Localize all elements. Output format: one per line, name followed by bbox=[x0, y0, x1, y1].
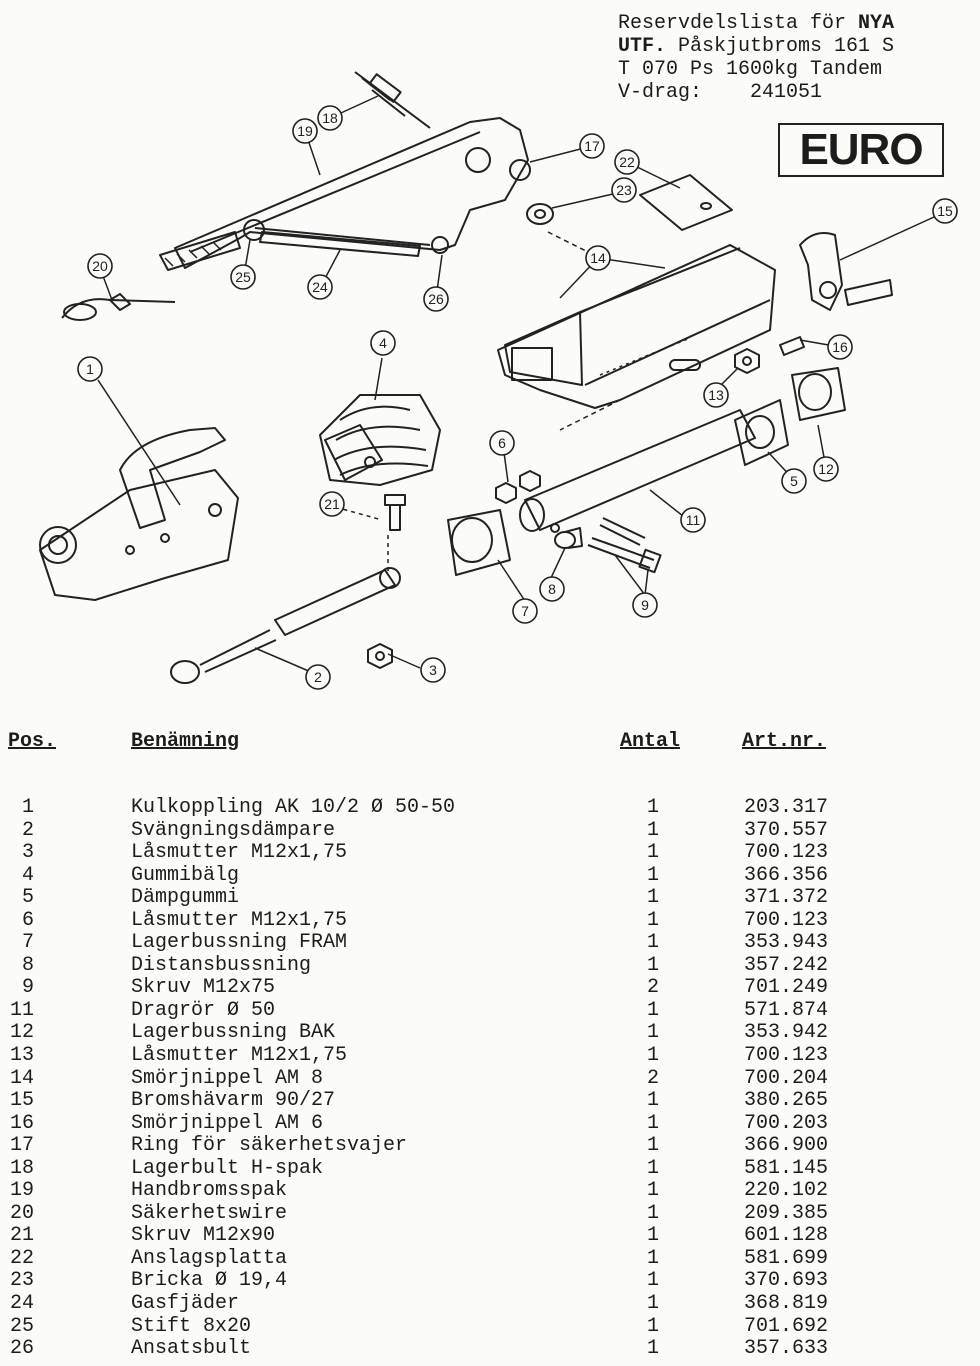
table-row bbox=[0, 932, 980, 955]
cell-qty: 1 bbox=[646, 953, 659, 977]
callout-2 bbox=[306, 665, 330, 689]
callout-label: 11 bbox=[685, 512, 701, 528]
cell-pos: 12 bbox=[9, 1021, 34, 1045]
callout-11 bbox=[681, 508, 705, 532]
cell-qty: 1 bbox=[646, 863, 659, 887]
callout-4 bbox=[371, 331, 395, 355]
cell-qty: 1 bbox=[646, 1089, 659, 1113]
parts-table bbox=[0, 797, 980, 1361]
callout-label: 17 bbox=[584, 138, 600, 154]
cell-name: Bromshävarm 90/27 bbox=[131, 1089, 336, 1113]
cell-name: Bricka Ø 19,4 bbox=[131, 1269, 288, 1293]
screw-part bbox=[385, 495, 405, 530]
callout-3 bbox=[421, 658, 445, 682]
cell-pos: 3 bbox=[21, 841, 34, 865]
cell-art: 370.693 bbox=[744, 1269, 829, 1293]
cell-qty: 2 bbox=[646, 1066, 659, 1090]
table-row bbox=[0, 1090, 980, 1113]
cell-art: 370.557 bbox=[744, 818, 829, 842]
rubber-bellows-part bbox=[320, 395, 440, 485]
callout-24 bbox=[308, 275, 332, 299]
cell-art: 700.123 bbox=[744, 908, 829, 932]
cell-qty: 1 bbox=[646, 818, 659, 842]
cell-qty: 1 bbox=[646, 841, 659, 865]
cell-art: 203.317 bbox=[744, 796, 829, 819]
cell-pos: 4 bbox=[21, 863, 34, 887]
callout-label: 23 bbox=[616, 182, 632, 198]
coupling-housing-part bbox=[498, 245, 775, 408]
callout-20 bbox=[88, 254, 112, 278]
table-row bbox=[0, 1022, 980, 1045]
cell-qty: 1 bbox=[646, 931, 659, 955]
cell-art: 220.102 bbox=[744, 1179, 829, 1203]
cell-pos: 5 bbox=[21, 886, 34, 910]
callout-label: 19 bbox=[297, 123, 313, 139]
cell-name: Stift 8x20 bbox=[131, 1314, 252, 1338]
callout-label: 5 bbox=[790, 473, 798, 489]
callout-label: 16 bbox=[832, 339, 848, 355]
cell-qty: 1 bbox=[646, 1224, 659, 1248]
cell-qty: 1 bbox=[646, 1044, 659, 1068]
callout-label: 25 bbox=[235, 269, 251, 285]
cell-qty: 1 bbox=[646, 1246, 659, 1270]
cell-qty: 1 bbox=[646, 1201, 659, 1225]
cell-name: Smörjnippel AM 8 bbox=[131, 1066, 324, 1090]
callout-label: 22 bbox=[619, 154, 635, 170]
callout-12 bbox=[814, 457, 838, 481]
callout-label: 13 bbox=[708, 387, 724, 403]
cell-qty: 1 bbox=[646, 1156, 659, 1180]
euro-badge: EURO bbox=[778, 123, 944, 177]
cell-name: Säkerhetswire bbox=[131, 1201, 288, 1225]
cell-art: 700.123 bbox=[744, 841, 829, 865]
cell-name: Låsmutter M12x1,75 bbox=[131, 841, 348, 865]
callout-26 bbox=[424, 287, 448, 311]
callout-label: 20 bbox=[92, 258, 108, 274]
cell-name: Gummibälg bbox=[131, 863, 240, 887]
table-row bbox=[0, 1180, 980, 1203]
cell-qty: 2 bbox=[646, 976, 659, 1000]
column-header-name: Benämning bbox=[131, 730, 240, 753]
washer-part bbox=[527, 204, 553, 224]
table-row bbox=[0, 977, 980, 1000]
callout-label: 15 bbox=[937, 203, 953, 219]
callout-21 bbox=[320, 492, 344, 516]
callout-label: 6 bbox=[498, 435, 506, 451]
table-row bbox=[0, 1068, 980, 1091]
cell-art: 571.874 bbox=[744, 998, 829, 1022]
cell-pos: 9 bbox=[21, 976, 34, 1000]
table-row bbox=[0, 1158, 980, 1181]
cell-name: Lagerbussning FRAM bbox=[131, 931, 348, 955]
shock-absorber-part bbox=[171, 568, 400, 683]
cell-qty: 1 bbox=[646, 1021, 659, 1045]
cell-qty: 1 bbox=[646, 1111, 659, 1135]
callout-9 bbox=[633, 593, 657, 617]
cell-pos: 20 bbox=[9, 1201, 34, 1225]
cell-art: 581.145 bbox=[744, 1156, 829, 1180]
table-row bbox=[0, 1113, 980, 1136]
cell-qty: 1 bbox=[646, 998, 659, 1022]
nut-part bbox=[368, 644, 392, 668]
callout-23 bbox=[612, 178, 636, 202]
callout-label: 4 bbox=[379, 335, 387, 351]
callout-label: 9 bbox=[641, 597, 649, 613]
callout-8 bbox=[540, 577, 564, 601]
draw-tube-part bbox=[520, 410, 755, 532]
screw-part bbox=[588, 518, 661, 572]
damper-rubber-part bbox=[735, 400, 788, 465]
table-row bbox=[0, 1270, 980, 1293]
cell-name: Skruv M12x75 bbox=[131, 976, 276, 1000]
callout-18 bbox=[318, 106, 342, 130]
callout-label: 24 bbox=[312, 279, 328, 295]
table-row bbox=[0, 887, 980, 910]
cell-name: Gasfjäder bbox=[131, 1292, 240, 1316]
table-row bbox=[0, 842, 980, 865]
rear-bushing-part bbox=[792, 368, 845, 420]
cell-pos: 16 bbox=[9, 1111, 34, 1135]
callout-14 bbox=[586, 246, 610, 270]
cell-pos: 18 bbox=[9, 1156, 34, 1180]
cell-pos: 7 bbox=[21, 931, 34, 955]
callout-label: 21 bbox=[324, 496, 340, 512]
callout-1 bbox=[78, 357, 102, 381]
cell-name: Dämpgummi bbox=[131, 886, 240, 910]
cell-pos: 23 bbox=[9, 1269, 34, 1293]
cell-name: Låsmutter M12x1,75 bbox=[131, 908, 348, 932]
table-row bbox=[0, 1248, 980, 1271]
callout-16 bbox=[828, 335, 852, 359]
callout-19 bbox=[293, 119, 317, 143]
safety-wire-part bbox=[62, 294, 175, 320]
callout-17 bbox=[580, 134, 604, 158]
cell-pos: 21 bbox=[9, 1224, 34, 1248]
cell-art: 601.128 bbox=[744, 1224, 829, 1248]
cell-art: 701.249 bbox=[744, 976, 829, 1000]
callout-13 bbox=[704, 383, 728, 407]
cell-art: 353.942 bbox=[744, 1021, 829, 1045]
cell-pos: 1 bbox=[21, 796, 34, 819]
column-header-qty: Antal bbox=[620, 730, 681, 753]
cell-pos: 6 bbox=[21, 908, 34, 932]
cell-art: 700.204 bbox=[744, 1066, 829, 1090]
cell-qty: 1 bbox=[646, 908, 659, 932]
callout-6 bbox=[490, 431, 514, 455]
cell-art: 366.356 bbox=[744, 863, 829, 887]
callout-label: 14 bbox=[590, 250, 606, 266]
ring-part bbox=[510, 160, 530, 180]
table-row bbox=[0, 910, 980, 933]
cell-pos: 24 bbox=[9, 1292, 34, 1316]
cell-qty: 1 bbox=[646, 796, 659, 819]
cell-pos: 2 bbox=[21, 818, 34, 842]
table-row bbox=[0, 1293, 980, 1316]
cell-name: Lagerbussning BAK bbox=[131, 1021, 336, 1045]
table-row bbox=[0, 797, 980, 820]
cell-art: 209.385 bbox=[744, 1201, 829, 1225]
cell-qty: 1 bbox=[646, 1292, 659, 1316]
cell-art: 353.943 bbox=[744, 931, 829, 955]
ball-coupling-part bbox=[40, 428, 238, 600]
cell-name: Ring för säkerhetsvajer bbox=[131, 1134, 408, 1158]
callout-7 bbox=[513, 599, 537, 623]
cell-name: Låsmutter M12x1,75 bbox=[131, 1044, 348, 1068]
callout-label: 1 bbox=[86, 361, 94, 377]
nut-part bbox=[735, 349, 759, 373]
callout-label: 2 bbox=[314, 669, 322, 685]
table-row bbox=[0, 955, 980, 978]
table-row bbox=[0, 1203, 980, 1226]
table-row bbox=[0, 1135, 980, 1158]
cell-pos: 14 bbox=[9, 1066, 34, 1090]
cell-pos: 11 bbox=[9, 998, 34, 1022]
cell-name: Distansbussning bbox=[131, 953, 312, 977]
table-row bbox=[0, 1225, 980, 1248]
cell-name: Skruv M12x90 bbox=[131, 1224, 276, 1248]
cell-art: 368.819 bbox=[744, 1292, 829, 1316]
spacer-part bbox=[555, 528, 582, 548]
cell-name: Smörjnippel AM 6 bbox=[131, 1111, 324, 1135]
cell-art: 380.265 bbox=[744, 1089, 829, 1113]
cell-qty: 1 bbox=[646, 1269, 659, 1293]
table-row bbox=[0, 1338, 980, 1361]
callout-25 bbox=[231, 265, 255, 289]
table-row bbox=[0, 1316, 980, 1339]
cell-art: 701.692 bbox=[744, 1314, 829, 1338]
callout-label: 3 bbox=[429, 662, 437, 678]
cell-name: Dragrör Ø 50 bbox=[131, 998, 276, 1022]
callout-15 bbox=[933, 199, 957, 223]
cell-art: 371.372 bbox=[744, 886, 829, 910]
cell-art: 581.699 bbox=[744, 1246, 829, 1270]
cell-pos: 13 bbox=[9, 1044, 34, 1068]
callout-22 bbox=[615, 150, 639, 174]
title-line-4: V-drag: 241051 bbox=[618, 81, 823, 104]
cell-pos: 19 bbox=[9, 1179, 34, 1203]
cell-pos: 25 bbox=[9, 1314, 34, 1338]
title-line-3: T 070 Ps 1600kg Tandem bbox=[618, 58, 883, 81]
title-line-1: Reservdelslista för NYA bbox=[618, 12, 895, 35]
callout-label: 12 bbox=[818, 461, 834, 477]
callout-label: 18 bbox=[322, 110, 338, 126]
table-row bbox=[0, 820, 980, 843]
cell-name: Lagerbult H-spak bbox=[131, 1156, 324, 1180]
brake-lever-part bbox=[800, 233, 892, 310]
cell-name: Kulkoppling AK 10/2 Ø 50-50 bbox=[131, 796, 456, 819]
leader-lines bbox=[98, 96, 945, 675]
cell-qty: 1 bbox=[646, 1314, 659, 1338]
handbrake-lever-part bbox=[160, 118, 528, 270]
cell-art: 357.633 bbox=[744, 1337, 829, 1361]
cell-name: Svängningsdämpare bbox=[131, 818, 336, 842]
cell-qty: 1 bbox=[646, 886, 659, 910]
table-row bbox=[0, 1045, 980, 1068]
cell-qty: 1 bbox=[646, 1337, 659, 1361]
cell-art: 366.900 bbox=[744, 1134, 829, 1158]
cell-art: 700.203 bbox=[744, 1111, 829, 1135]
column-header-art: Art.nr. bbox=[742, 730, 827, 753]
callout-label: 7 bbox=[521, 603, 529, 619]
cell-qty: 1 bbox=[646, 1134, 659, 1158]
cell-pos: 26 bbox=[9, 1337, 34, 1361]
callout-label: 8 bbox=[548, 581, 556, 597]
cell-art: 357.242 bbox=[744, 953, 829, 977]
cell-name: Anslagsplatta bbox=[131, 1246, 288, 1270]
callout-label: 26 bbox=[428, 291, 444, 307]
cell-name: Handbromsspak bbox=[131, 1179, 288, 1203]
callout-5 bbox=[782, 469, 806, 493]
cell-qty: 1 bbox=[646, 1179, 659, 1203]
table-row bbox=[0, 865, 980, 888]
stop-plate-part bbox=[640, 175, 732, 230]
cell-pos: 17 bbox=[9, 1134, 34, 1158]
cell-pos: 22 bbox=[9, 1246, 34, 1270]
cell-name: Ansatsbult bbox=[131, 1337, 252, 1361]
column-header-pos: Pos. bbox=[8, 730, 57, 753]
bolt-part bbox=[355, 72, 430, 128]
exploded-parts-diagram bbox=[0, 60, 980, 700]
table-row bbox=[0, 1000, 980, 1023]
title-line-2: UTF. Påskjutbroms 161 S bbox=[618, 35, 895, 58]
cell-pos: 15 bbox=[9, 1089, 34, 1113]
cell-pos: 8 bbox=[21, 953, 34, 977]
cell-art: 700.123 bbox=[744, 1044, 829, 1068]
callout-group bbox=[78, 106, 957, 689]
